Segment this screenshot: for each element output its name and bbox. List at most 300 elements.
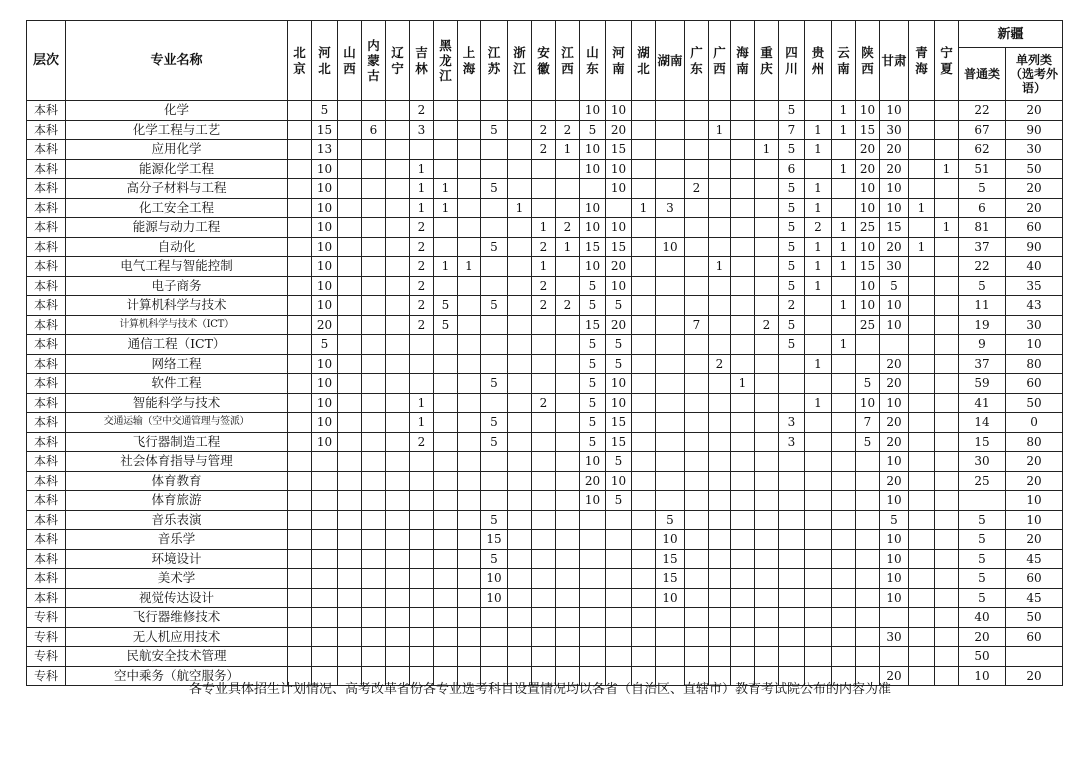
quota-cell xyxy=(709,374,731,394)
quota-cell xyxy=(832,627,856,647)
quota-cell xyxy=(755,627,779,647)
quota-cell: 2 xyxy=(410,257,434,277)
quota-cell xyxy=(909,296,935,316)
table-row xyxy=(27,374,1063,394)
header-province: 重庆 xyxy=(755,21,779,101)
quota-cell xyxy=(632,120,656,140)
quota-cell: 60 xyxy=(1006,627,1063,647)
header-province: 上海 xyxy=(458,21,481,101)
quota-cell xyxy=(755,413,779,433)
quota-cell xyxy=(508,393,532,413)
quota-cell xyxy=(755,374,779,394)
quota-cell xyxy=(755,471,779,491)
quota-cell xyxy=(312,588,338,608)
quota-cell: 10 xyxy=(606,471,632,491)
quota-cell xyxy=(580,530,606,550)
quota-cell xyxy=(386,569,410,589)
quota-cell: 5 xyxy=(481,413,508,433)
quota-cell xyxy=(909,491,935,511)
table-row xyxy=(27,413,1063,433)
quota-cell xyxy=(935,588,959,608)
quota-cell xyxy=(709,491,731,511)
quota-cell: 10 xyxy=(580,257,606,277)
quota-cell xyxy=(656,647,685,667)
quota-cell: 2 xyxy=(556,120,580,140)
quota-cell xyxy=(362,296,386,316)
quota-cell xyxy=(508,608,532,628)
major-cell: 网络工程 xyxy=(66,354,288,374)
quota-cell: 1 xyxy=(805,140,832,160)
quota-cell: 37 xyxy=(959,237,1006,257)
quota-cell: 2 xyxy=(532,120,556,140)
table-row xyxy=(27,432,1063,452)
quota-cell xyxy=(856,471,880,491)
quota-cell xyxy=(832,471,856,491)
quota-cell: 5 xyxy=(481,549,508,569)
quota-cell xyxy=(410,608,434,628)
quota-cell: 20 xyxy=(880,159,909,179)
quota-cell xyxy=(481,335,508,355)
quota-cell xyxy=(386,432,410,452)
quota-cell xyxy=(458,393,481,413)
quota-cell: 7 xyxy=(779,120,805,140)
quota-cell xyxy=(362,608,386,628)
quota-cell xyxy=(909,588,935,608)
quota-cell xyxy=(410,549,434,569)
quota-cell: 5 xyxy=(481,510,508,530)
quota-cell: 1 xyxy=(805,276,832,296)
quota-cell xyxy=(909,452,935,472)
quota-cell: 10 xyxy=(312,374,338,394)
quota-cell xyxy=(580,569,606,589)
quota-cell xyxy=(362,140,386,160)
quota-cell: 2 xyxy=(556,218,580,238)
quota-cell xyxy=(410,530,434,550)
footnote: 各专业具体招生计划情况、高考改革省份各专业选考科目设置情况均以各省（自治区、直辖市）教育考试院公布的内容为准 xyxy=(188,682,891,697)
quota-cell: 10 xyxy=(880,569,909,589)
quota-cell: 10 xyxy=(312,296,338,316)
quota-cell: 20 xyxy=(1006,530,1063,550)
quota-cell xyxy=(532,530,556,550)
quota-cell xyxy=(338,432,362,452)
quota-cell: 1 xyxy=(632,198,656,218)
header-province: 湖南 xyxy=(656,21,685,101)
quota-cell: 3 xyxy=(656,198,685,218)
quota-cell: 14 xyxy=(959,413,1006,433)
quota-cell xyxy=(580,588,606,608)
quota-cell: 10 xyxy=(856,237,880,257)
quota-cell xyxy=(288,471,312,491)
quota-cell xyxy=(508,471,532,491)
quota-cell: 20 xyxy=(856,140,880,160)
quota-cell xyxy=(755,432,779,452)
quota-cell xyxy=(386,452,410,472)
table-row xyxy=(27,452,1063,472)
quota-cell xyxy=(685,198,709,218)
quota-cell: 5 xyxy=(580,335,606,355)
quota-cell xyxy=(779,471,805,491)
quota-cell xyxy=(779,452,805,472)
quota-cell: 5 xyxy=(856,432,880,452)
quota-cell: 1 xyxy=(410,198,434,218)
quota-cell xyxy=(508,432,532,452)
quota-cell xyxy=(935,491,959,511)
quota-cell xyxy=(386,354,410,374)
level-cell: 本科 xyxy=(27,257,66,277)
quota-cell xyxy=(362,549,386,569)
quota-cell: 1 xyxy=(832,120,856,140)
quota-cell xyxy=(338,315,362,335)
plan-body xyxy=(27,101,1063,686)
quota-cell: 5 xyxy=(580,296,606,316)
quota-cell xyxy=(338,120,362,140)
quota-cell xyxy=(434,569,458,589)
quota-cell xyxy=(656,491,685,511)
quota-cell xyxy=(556,510,580,530)
quota-cell xyxy=(856,647,880,667)
quota-cell xyxy=(362,432,386,452)
quota-cell xyxy=(338,647,362,667)
quota-cell xyxy=(386,413,410,433)
quota-cell xyxy=(556,335,580,355)
quota-cell xyxy=(386,471,410,491)
quota-cell xyxy=(338,159,362,179)
quota-cell: 1 xyxy=(805,257,832,277)
quota-cell: 15 xyxy=(656,569,685,589)
table-row xyxy=(27,549,1063,569)
major-cell: 计算机科学与技术（ICT） xyxy=(66,315,288,335)
quota-cell: 5 xyxy=(959,276,1006,296)
quota-cell xyxy=(805,608,832,628)
quota-cell xyxy=(556,179,580,199)
quota-cell: 10 xyxy=(880,315,909,335)
quota-cell xyxy=(481,647,508,667)
quota-cell: 15 xyxy=(606,237,632,257)
quota-cell xyxy=(832,413,856,433)
level-cell: 本科 xyxy=(27,471,66,491)
level-cell: 本科 xyxy=(27,588,66,608)
quota-cell: 1 xyxy=(410,393,434,413)
quota-cell xyxy=(458,510,481,530)
quota-cell xyxy=(632,159,656,179)
quota-cell: 40 xyxy=(1006,257,1063,277)
quota-cell xyxy=(362,218,386,238)
quota-cell xyxy=(731,549,755,569)
quota-cell xyxy=(362,413,386,433)
quota-cell: 10 xyxy=(606,276,632,296)
quota-cell xyxy=(458,452,481,472)
table-row xyxy=(27,120,1063,140)
level-cell: 本科 xyxy=(27,159,66,179)
quota-cell xyxy=(338,608,362,628)
quota-cell xyxy=(458,491,481,511)
quota-cell: 30 xyxy=(1006,140,1063,160)
quota-cell: 10 xyxy=(312,257,338,277)
quota-cell: 10 xyxy=(580,491,606,511)
quota-cell xyxy=(935,276,959,296)
quota-cell xyxy=(434,140,458,160)
quota-cell xyxy=(288,413,312,433)
quota-cell xyxy=(685,120,709,140)
quota-cell xyxy=(779,647,805,667)
quota-cell xyxy=(481,491,508,511)
quota-cell xyxy=(338,491,362,511)
quota-cell xyxy=(338,198,362,218)
quota-cell xyxy=(532,647,556,667)
quota-cell xyxy=(434,510,458,530)
quota-cell xyxy=(880,335,909,355)
quota-cell xyxy=(755,198,779,218)
quota-cell: 10 xyxy=(606,374,632,394)
quota-cell xyxy=(909,608,935,628)
quota-cell: 1 xyxy=(709,120,731,140)
table-row xyxy=(27,198,1063,218)
quota-cell: 5 xyxy=(580,432,606,452)
quota-cell: 2 xyxy=(779,296,805,316)
quota-cell xyxy=(805,101,832,121)
quota-cell xyxy=(288,315,312,335)
quota-cell xyxy=(656,374,685,394)
quota-cell xyxy=(685,335,709,355)
quota-cell: 5 xyxy=(880,276,909,296)
header-province: 宁夏 xyxy=(935,21,959,101)
quota-cell xyxy=(656,257,685,277)
quota-cell: 7 xyxy=(856,413,880,433)
quota-cell xyxy=(832,179,856,199)
quota-cell: 9 xyxy=(959,335,1006,355)
quota-cell xyxy=(288,569,312,589)
quota-cell xyxy=(731,491,755,511)
quota-cell xyxy=(362,374,386,394)
quota-cell xyxy=(288,588,312,608)
level-cell: 本科 xyxy=(27,198,66,218)
quota-cell: 1 xyxy=(832,296,856,316)
quota-cell xyxy=(709,159,731,179)
quota-cell xyxy=(434,647,458,667)
quota-cell: 1 xyxy=(508,198,532,218)
quota-cell xyxy=(685,354,709,374)
quota-cell xyxy=(856,627,880,647)
quota-cell xyxy=(731,452,755,472)
quota-cell: 20 xyxy=(880,413,909,433)
quota-cell: 1 xyxy=(832,335,856,355)
quota-cell: 10 xyxy=(312,432,338,452)
quota-cell xyxy=(709,315,731,335)
quota-cell xyxy=(909,374,935,394)
quota-cell xyxy=(532,413,556,433)
quota-cell xyxy=(731,354,755,374)
major-cell: 美术学 xyxy=(66,569,288,589)
quota-cell xyxy=(532,335,556,355)
table-row xyxy=(27,491,1063,511)
quota-cell: 43 xyxy=(1006,296,1063,316)
quota-cell xyxy=(755,393,779,413)
quota-cell xyxy=(685,101,709,121)
quota-cell xyxy=(362,588,386,608)
quota-cell xyxy=(362,179,386,199)
quota-cell: 20 xyxy=(1006,179,1063,199)
quota-cell xyxy=(508,315,532,335)
quota-cell: 5 xyxy=(959,179,1006,199)
quota-cell xyxy=(935,237,959,257)
quota-cell: 20 xyxy=(1006,471,1063,491)
quota-cell xyxy=(731,510,755,530)
quota-cell xyxy=(288,432,312,452)
quota-cell xyxy=(805,647,832,667)
quota-cell: 10 xyxy=(606,179,632,199)
quota-cell xyxy=(362,452,386,472)
quota-cell xyxy=(386,159,410,179)
quota-cell xyxy=(709,101,731,121)
quota-cell xyxy=(386,588,410,608)
quota-cell xyxy=(508,218,532,238)
table-row xyxy=(27,530,1063,550)
header-province: 安徽 xyxy=(532,21,556,101)
quota-cell: 10 xyxy=(880,393,909,413)
quota-cell xyxy=(362,510,386,530)
quota-cell xyxy=(434,276,458,296)
quota-cell xyxy=(338,101,362,121)
quota-cell xyxy=(685,432,709,452)
table-row xyxy=(27,276,1063,296)
quota-cell xyxy=(434,354,458,374)
quota-cell xyxy=(386,335,410,355)
quota-cell: 62 xyxy=(959,140,1006,160)
quota-cell xyxy=(656,101,685,121)
quota-cell xyxy=(909,335,935,355)
quota-cell xyxy=(805,452,832,472)
quota-cell xyxy=(935,296,959,316)
quota-cell xyxy=(909,647,935,667)
quota-cell xyxy=(288,335,312,355)
quota-cell: 1 xyxy=(434,179,458,199)
quota-cell xyxy=(362,530,386,550)
quota-cell: 15 xyxy=(606,432,632,452)
quota-cell xyxy=(556,198,580,218)
quota-cell xyxy=(935,471,959,491)
quota-cell xyxy=(709,647,731,667)
quota-cell xyxy=(410,354,434,374)
quota-cell xyxy=(805,530,832,550)
quota-cell xyxy=(805,315,832,335)
table-row xyxy=(27,218,1063,238)
quota-cell xyxy=(532,101,556,121)
quota-cell: 10 xyxy=(880,101,909,121)
quota-cell xyxy=(556,257,580,277)
quota-cell xyxy=(685,471,709,491)
level-cell: 本科 xyxy=(27,237,66,257)
quota-cell xyxy=(458,276,481,296)
major-cell: 音乐学 xyxy=(66,530,288,550)
header-province: 青海 xyxy=(909,21,935,101)
quota-cell xyxy=(685,237,709,257)
quota-cell xyxy=(288,101,312,121)
quota-cell xyxy=(632,218,656,238)
quota-cell: 10 xyxy=(606,393,632,413)
quota-cell xyxy=(805,510,832,530)
quota-cell xyxy=(755,257,779,277)
table-row xyxy=(27,647,1063,667)
level-cell: 专科 xyxy=(27,647,66,667)
major-cell: 能源化学工程 xyxy=(66,159,288,179)
quota-cell xyxy=(508,549,532,569)
table-row xyxy=(27,159,1063,179)
header-province: 广东 xyxy=(685,21,709,101)
quota-cell xyxy=(556,471,580,491)
quota-cell: 5 xyxy=(959,569,1006,589)
quota-cell: 45 xyxy=(1006,549,1063,569)
quota-cell xyxy=(458,354,481,374)
quota-cell: 5 xyxy=(779,276,805,296)
quota-cell xyxy=(362,569,386,589)
quota-cell xyxy=(338,588,362,608)
level-cell: 本科 xyxy=(27,335,66,355)
quota-cell xyxy=(288,179,312,199)
quota-cell xyxy=(338,218,362,238)
quota-cell: 5 xyxy=(656,510,685,530)
quota-cell xyxy=(288,374,312,394)
quota-cell xyxy=(856,354,880,374)
quota-cell xyxy=(731,393,755,413)
quota-cell xyxy=(580,627,606,647)
quota-cell xyxy=(362,276,386,296)
quota-cell xyxy=(731,140,755,160)
quota-cell: 1 xyxy=(805,179,832,199)
quota-cell xyxy=(532,179,556,199)
quota-cell xyxy=(685,549,709,569)
quota-cell: 51 xyxy=(959,159,1006,179)
quota-cell xyxy=(508,120,532,140)
quota-cell xyxy=(434,120,458,140)
quota-cell xyxy=(362,647,386,667)
quota-cell xyxy=(508,237,532,257)
quota-cell xyxy=(481,471,508,491)
quota-cell xyxy=(458,159,481,179)
quota-cell xyxy=(362,101,386,121)
quota-cell xyxy=(288,530,312,550)
quota-cell: 10 xyxy=(880,549,909,569)
quota-cell xyxy=(935,354,959,374)
major-cell: 飞行器维修技术 xyxy=(66,608,288,628)
header-xinjiang: 新疆 xyxy=(959,21,1063,48)
quota-cell: 5 xyxy=(959,549,1006,569)
quota-cell xyxy=(632,374,656,394)
quota-cell xyxy=(805,432,832,452)
quota-cell: 30 xyxy=(959,452,1006,472)
quota-cell xyxy=(935,374,959,394)
quota-cell xyxy=(632,296,656,316)
quota-cell: 10 xyxy=(856,179,880,199)
major-cell: 软件工程 xyxy=(66,374,288,394)
quota-cell: 19 xyxy=(959,315,1006,335)
quota-cell xyxy=(805,627,832,647)
quota-cell xyxy=(755,237,779,257)
quota-cell xyxy=(656,413,685,433)
quota-cell: 10 xyxy=(856,101,880,121)
level-cell: 本科 xyxy=(27,296,66,316)
header-province: 河南 xyxy=(606,21,632,101)
major-cell: 体育旅游 xyxy=(66,491,288,511)
quota-cell: 15 xyxy=(959,432,1006,452)
table-row xyxy=(27,510,1063,530)
quota-cell: 10 xyxy=(580,218,606,238)
quota-cell xyxy=(386,647,410,667)
table-row xyxy=(27,315,1063,335)
quota-cell: 2 xyxy=(532,296,556,316)
quota-cell: 10 xyxy=(580,101,606,121)
quota-cell xyxy=(632,608,656,628)
quota-cell xyxy=(935,179,959,199)
